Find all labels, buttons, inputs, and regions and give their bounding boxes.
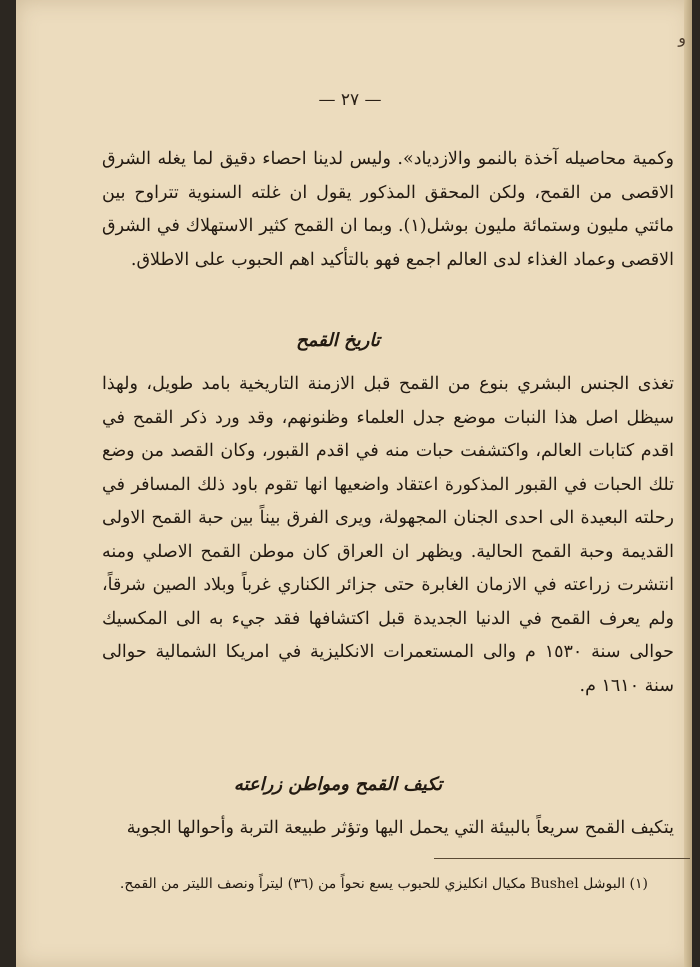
footnote: (١) البوشل Bushel مكيال انكليزي للحبوب يسع نحواً من (٣٦) ليتراً ونصف الليتر من القمح. [119, 876, 648, 892]
paragraph-adaptation: يتكيف القمح سريعاً بالبيئة التي يحمل اليها وتؤثر طبيعة التربة وأحوالها الجوية [126, 818, 674, 838]
paragraph-intro: وكمية محاصيله آخذة بالنمو والازدياد». وليس لدينا احصاء دقيق لما يغله الشرق الاقصى من القمح، ولكن المحقق المذكور يقول ان غلته السنوية تتراوح بين مائتي مليون وستمائة مليون بوشل(١). وبما ان القمح كثير الاستهلاك في الشرق الاقصى وعماد الغذاء لدى العالم اجمع فهو بالتأكيد اهم الحبوب على الاطلاق. [102, 149, 674, 270]
paragraph-history: تغذى الجنس البشري بنوع من القمح قبل الازمنة التاريخية بامد طويل، ولهذا سيظل اصل هذا النبات موضع جدل العلماء وظنونهم، وقد ورد ذكر القمح في اقدم كتابات العالم، واكتشفت حبات منه في اقدم القبور، وكان القصد من وضع تلك الحبات في القبور المذكورة اعتقاد واضعيها انها تقوم باود ذلك المسافر في رحلته البعيدة الى احدى الجنان المجهولة، ويرى الفرق بيناً بين حبة القمح الاولى القديمة وحبة القمح الحالية. ويظهر ان العراق كان موطن القمح الاصلي ومنه انتشرت زراعته في الازمان الغابرة حتى جزائر الكناري غرباً وبلاد الصين شرقاً، ولم يعرف القمح في الدنيا الجديدة قبل اكتشافها فقد جيء به الى المكسيك حوالى سنة ١٥٣٠ م والى المستعمرات الانكليزية في امريكا الشمالية حوالى سنة ١٦١٠ م. [102, 374, 674, 696]
page-number: — ٢٧ — [318, 90, 382, 110]
margin-mark: و [678, 28, 686, 47]
page-edge [684, 0, 692, 967]
footnote-divider [434, 858, 690, 859]
heading-history: تاريخ القمح [296, 330, 380, 351]
heading-adaptation: تكيف القمح ومواطن زراعته [233, 774, 443, 795]
